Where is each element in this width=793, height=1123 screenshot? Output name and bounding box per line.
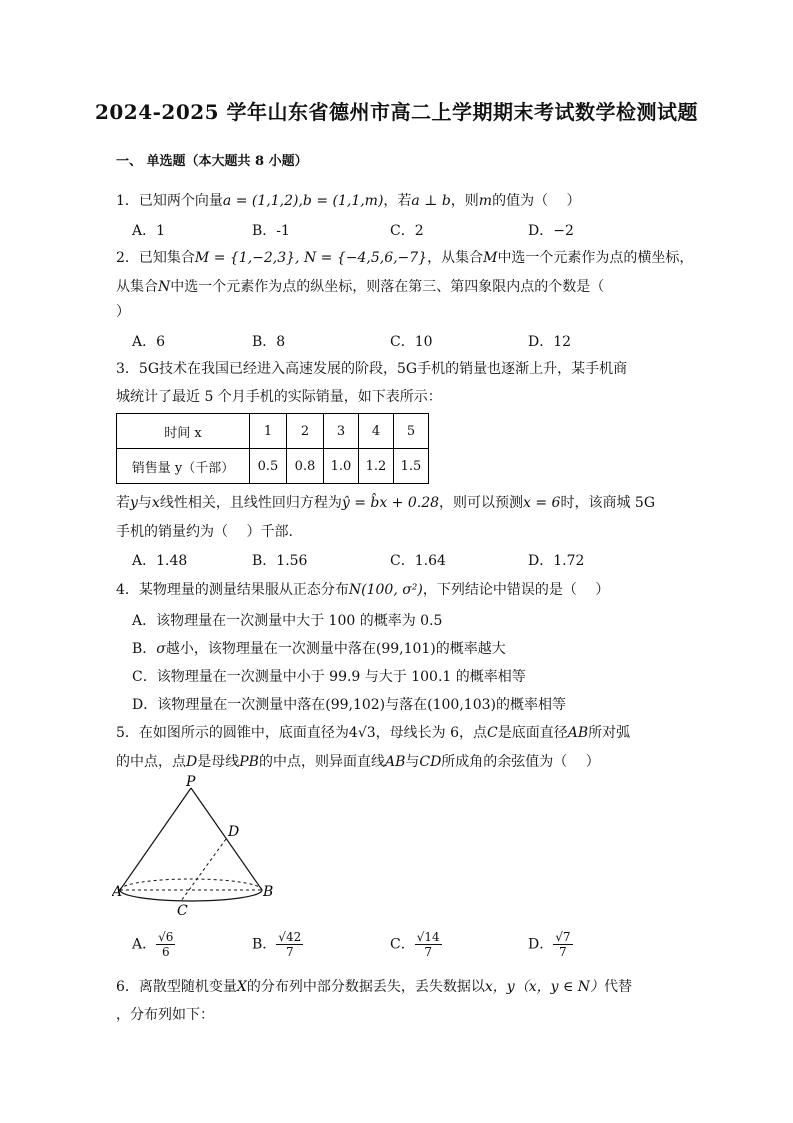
q1-text: 1．已知两个向量 xyxy=(116,193,223,209)
q1-option-c: C．2 xyxy=(390,223,424,239)
q6-text-c: 代替 xyxy=(604,979,633,995)
question-2-line-2 xyxy=(116,276,604,296)
question-4-line-1 xyxy=(116,579,609,599)
q5-option-c xyxy=(390,930,442,959)
q5-b-letter: B． xyxy=(252,936,277,953)
table-cell: 0.5 xyxy=(250,449,287,484)
q5-d-letter: D． xyxy=(528,936,554,953)
table-cell: 0.8 xyxy=(287,449,324,484)
fraction-numerator: √7 xyxy=(555,930,571,944)
table-cell: 1.0 xyxy=(324,449,359,484)
table-header-time: 时间 x xyxy=(117,414,250,449)
fraction-denominator: 6 xyxy=(161,945,170,959)
q2-option-b: B．8 xyxy=(252,334,286,350)
label-p: P xyxy=(186,774,196,790)
q1-text-c: ，则 xyxy=(450,193,479,209)
question-6-line-1 xyxy=(116,976,632,996)
question-5-line-2 xyxy=(116,751,600,771)
q4-b-letter: B． xyxy=(132,641,157,657)
q5-a-fraction xyxy=(156,930,175,959)
q5-cd: CD xyxy=(419,754,442,770)
table-cell: 2 xyxy=(287,414,324,449)
label-d: D xyxy=(228,824,240,840)
q3-text: 若 xyxy=(116,495,130,511)
q5-line2-text-b: 是母线 xyxy=(197,754,240,770)
q5-point-d: D xyxy=(186,754,198,770)
q1-option-b: B．-1 xyxy=(252,223,290,239)
fraction-denominator: 7 xyxy=(285,945,294,959)
q2-text-c: 中选一个元素作为点的横坐标， xyxy=(497,250,694,266)
q5-d-fraction xyxy=(553,930,572,959)
q6-vars: x，y（x，y ∈ N） xyxy=(484,979,605,995)
table-header-sales: 销售量 y（千部） xyxy=(117,449,250,484)
q2-option-a: A．6 xyxy=(132,334,166,350)
q3-option-d: D．1.72 xyxy=(528,553,585,569)
table-row xyxy=(117,414,429,449)
q4-option-d xyxy=(132,694,566,714)
q5-text-b: ，母线长为 6，点 xyxy=(375,725,488,741)
q6-text: 6．离散型随机变量 xyxy=(116,979,237,995)
label-a: A xyxy=(112,884,123,900)
q1-option-a: A．1 xyxy=(132,223,166,239)
q3-regression: ŷ = b̂x + 0.28 xyxy=(341,495,440,511)
fraction-numerator: √42 xyxy=(278,930,302,944)
fraction-numerator: √6 xyxy=(158,930,174,944)
q1-text-d: 的值为（ ） xyxy=(492,193,581,209)
q5-c-letter: C． xyxy=(390,936,415,953)
q4-option-a: A．该物理量在一次测量中大于 100 的概率为 0.5 xyxy=(132,613,443,629)
q3-option-c: C．1.64 xyxy=(390,553,446,569)
q2-line2-text-b: 中选一个元素作为点的纵坐标，则落在第三、第四象限内点的个数是（ xyxy=(170,279,605,295)
sales-table xyxy=(116,413,429,484)
q3-option-b: B．1.56 xyxy=(252,553,308,569)
q5-pb: PB xyxy=(239,754,259,770)
q4-text-b: ，下列结论中错误的是（ ） xyxy=(422,582,610,598)
q4-d-text-b: 与落在 xyxy=(385,697,428,713)
table-row xyxy=(117,449,429,484)
fraction-denominator: 7 xyxy=(559,945,567,959)
q4-b-text-c: 的概率越大 xyxy=(435,641,506,657)
q2-var-n: N xyxy=(158,279,171,295)
question-3-line-2: 城统计了最近 5 个月手机的实际销量，如下表所示： xyxy=(116,389,442,405)
segment-cd xyxy=(181,839,226,901)
fraction-numerator: √14 xyxy=(416,930,440,944)
page-title: 2024-2025 学年山东省德州市高二上学期期末考试数学检测试题 xyxy=(94,100,699,124)
q1-var-m: m xyxy=(478,193,493,209)
q5-text: 5．在如图所示的圆锥中，底面直径为 xyxy=(116,725,349,741)
question-3-line-3 xyxy=(116,492,655,512)
q5-a-letter: A． xyxy=(132,936,157,953)
question-6-line-2: ，分布列如下： xyxy=(116,1007,214,1023)
q5-line2-ab: AB xyxy=(384,754,406,770)
q5-b-fraction xyxy=(276,930,303,959)
q3-var-y: y xyxy=(130,495,138,511)
q4-normal: N(100, σ²) xyxy=(348,582,423,598)
q4-sigma: σ xyxy=(156,641,166,657)
generatrix-pa xyxy=(120,788,191,890)
q5-line2-text-e: 所成角的余弦值为（ ） xyxy=(441,754,600,770)
q2-text: 2．已知集合 xyxy=(116,250,195,266)
q3-text-d: ，则可以预测 xyxy=(439,495,524,511)
question-1 xyxy=(116,190,581,210)
table-cell: 1.2 xyxy=(359,449,394,484)
q3-x-equals: x = 6 xyxy=(523,495,561,511)
label-b: B xyxy=(263,884,274,900)
section-heading: 一、 单选题（本大题共 8 小题） xyxy=(116,154,308,169)
q4-option-c: C．该物理量在一次测量中小于 99.9 与大于 100.1 的概率相等 xyxy=(132,669,526,685)
q5-option-a xyxy=(132,930,175,959)
q5-option-b xyxy=(252,930,303,959)
question-5-line-1 xyxy=(116,722,630,742)
q4-b-text: 越小，该物理量在一次测量中落在 xyxy=(165,641,376,657)
label-c: C xyxy=(177,903,188,919)
q2-option-d: D．12 xyxy=(528,334,572,350)
q4-b-interval: (99,101) xyxy=(375,641,436,657)
q3-var-x: x xyxy=(151,495,160,511)
q5-text-d: 所对弧 xyxy=(588,725,631,741)
table-cell: 5 xyxy=(394,414,429,449)
q5-line2-text-c: 的中点，则异面直线 xyxy=(258,754,385,770)
fraction-denominator: 7 xyxy=(424,945,432,959)
table-cell: 4 xyxy=(359,414,394,449)
q1-vector-a: a = (1,1,2), xyxy=(222,193,303,209)
table-cell: 1 xyxy=(250,414,287,449)
question-3-line-4: 手机的销量约为（ ）千部. xyxy=(116,524,293,540)
table-cell: 3 xyxy=(324,414,359,449)
q2-sets: M = {1,−2,3}, N = {−4,5,6,−7} xyxy=(194,250,428,266)
q3-text-c: 线性相关，且线性回归方程为 xyxy=(159,495,342,511)
q4-d-interval-2: (100,103) xyxy=(427,697,496,713)
q1-text-b: ，若 xyxy=(383,193,412,209)
q2-line2-text: 从集合 xyxy=(116,279,158,295)
q1-vector-b: b = (1,1,m) xyxy=(302,193,384,209)
q5-ab: AB xyxy=(567,725,589,741)
q5-point-c: C xyxy=(487,725,498,741)
cone-base-back xyxy=(120,879,262,890)
q2-option-c: C．10 xyxy=(390,334,433,350)
q4-option-b xyxy=(132,638,506,658)
question-3-line-1: 3．5G技术在我国已经进入高速发展的阶段，5G手机的销量也逐渐上升，某手机商 xyxy=(116,361,628,377)
question-2-line-1 xyxy=(116,247,693,267)
q5-diameter: 4√3 xyxy=(348,725,376,741)
q4-text: 4．某物理量的测量结果服从正态分布 xyxy=(116,582,349,598)
q5-option-d xyxy=(528,930,573,959)
q2-text-b: ，从集合 xyxy=(427,250,484,266)
q4-d-interval-1: (99,102) xyxy=(325,697,386,713)
q1-perp: a ⊥ b xyxy=(411,193,451,209)
cone-figure xyxy=(112,774,282,920)
q5-line2-text-d: 与 xyxy=(405,754,420,770)
q4-d-text-c: 的概率相等 xyxy=(495,697,566,713)
q4-d-text: D．该物理量在一次测量中落在 xyxy=(132,697,326,713)
generatrix-pb xyxy=(191,788,262,890)
q2-var-m: M xyxy=(483,250,498,266)
q6-text-b: 的分布列中部分数据丢失，丢失数据以 xyxy=(246,979,485,995)
q3-text-b: 与 xyxy=(137,495,152,511)
table-cell: 1.5 xyxy=(394,449,429,484)
q6-var-x: X xyxy=(236,979,247,995)
q5-line2-text: 的中点，点 xyxy=(116,754,186,770)
q1-option-d: D．−2 xyxy=(528,223,574,239)
q3-option-a: A．1.48 xyxy=(132,553,188,569)
q5-c-fraction xyxy=(415,930,442,959)
q5-text-c: 是底面直径 xyxy=(497,725,568,741)
q3-text-e: 时，该商城 5G xyxy=(560,495,656,511)
question-2-line-3: ） xyxy=(116,304,130,320)
